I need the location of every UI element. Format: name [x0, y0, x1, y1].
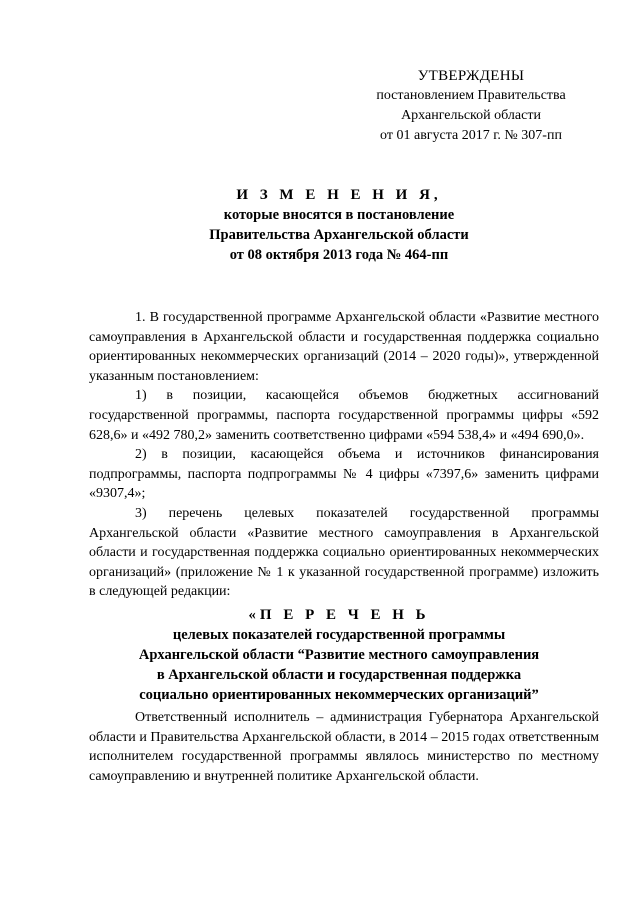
- approval-line: постановлением Правительства: [376, 88, 566, 103]
- list-heading: [90, 605, 588, 705]
- approval-line: Архангельской области: [401, 108, 541, 123]
- list-subtitle-line: в Архангельской области и государственная поддержка: [156, 667, 522, 683]
- changes-subtitle-line: которые вносятся в постановление: [223, 207, 455, 223]
- approval-title: УТВЕРЖДЕНЫ: [417, 68, 525, 84]
- paragraph: 3) перечень целевых показателей государственной программы Архангельской области «Развитие местного самоуправления в Архангельской области и государственная поддержка социально ориентированных некоммерческих организаций» (приложение № 1 к указанной государственной программе) изложить в следующей редакции:: [89, 505, 599, 600]
- list-title: «П Е Р Е Ч Е Н Ь: [248, 607, 430, 623]
- responsible-executor-text: [89, 708, 599, 786]
- approval-date-number: от 01 августа 2017 г. № 307-пп: [380, 128, 562, 143]
- list-subtitle-line: социально ориентированных некоммерческих организаций”: [139, 687, 539, 703]
- approval-stamp: [360, 66, 582, 146]
- changes-subtitle-line: от 08 октября 2013 года № 464-пп: [229, 247, 449, 263]
- amendments-body: [89, 308, 599, 602]
- changes-subtitle-line: Правительства Архангельской области: [209, 227, 469, 243]
- paragraph: 1. В государственной программе Архангельской области «Развитие местного самоуправления в Архангельской области и государственная поддержка социально ориентированных некоммерческих организаций (2014 – 2020 годы)», утвержденной указанным постановлением:: [89, 310, 599, 384]
- paragraph: Ответственный исполнитель – администрация Губернатора Архангельской области и Правительства Архангельской области, в 2014 – 2015 годах ответственным исполнителем государственной программы являлось министерство по местному самоуправлению и внутренней политике Архангельской области.: [89, 710, 599, 784]
- paragraph: 2) в позиции, касающейся объема и источников финансирования подпрограммы, паспорта подпрограммы № 4 цифры «7397,6» заменить цифрами «9307,4»;: [89, 447, 599, 502]
- paragraph: 1) в позиции, касающейся объемов бюджетных ассигнований государственной программы, паспорта государственной программы цифры «592 628,6» и «492 780,2» заменить соответственно цифрами «594 538,4» и «494 690,0».: [89, 388, 599, 443]
- list-subtitle-line: целевых показателей государственной программы: [172, 627, 506, 643]
- list-subtitle-line: Архангельской области “Развитие местного самоуправления: [138, 647, 540, 663]
- changes-heading: [90, 185, 588, 265]
- changes-title: И З М Е Н Е Н И Я,: [236, 187, 442, 203]
